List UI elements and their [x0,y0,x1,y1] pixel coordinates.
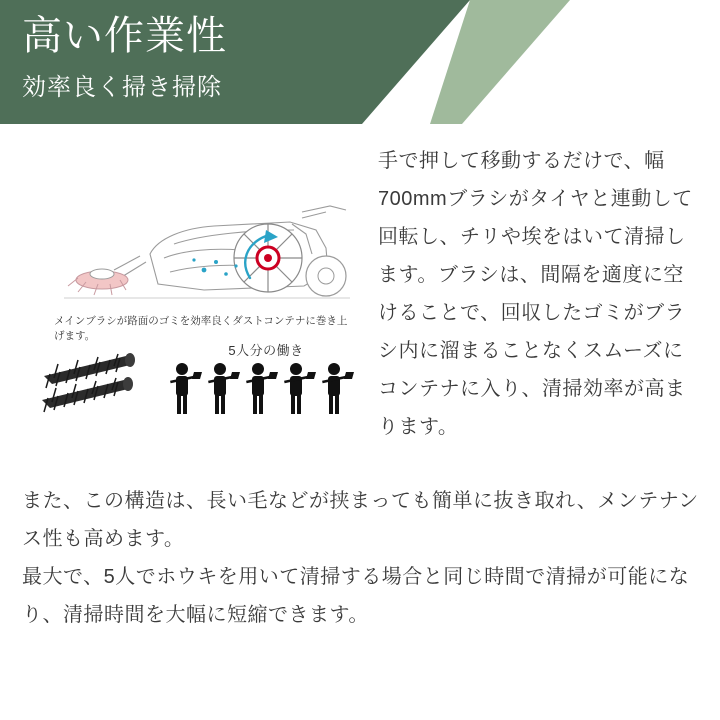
sweeper-diagram [54,200,354,317]
body-text [22,482,700,634]
lead-paragraph: 手で押して移動するだけで、幅700mmブラシがタイヤと連動して回転し、チリや埃をはいて清掃します。ブラシは、間隔を適度に空けることで、回収したゴミがブラシ内に溜まることなくスムーズにコンテナに入り、清掃効率が高まります。 [378,150,693,438]
illustration-caption: メインブラシが路面のゴミを効率良くダストコンテナに巻き上げます。 [54,315,348,342]
people-equivalent-label: 5人分の働き [228,343,304,358]
body-paragraph-2: 最大で、5人でホウキを用いて清掃する場合と同じ時間で清掃が可能になり、清掃時間を大幅に短縮できます。 [22,566,690,626]
people-pictogram-row [166,362,366,416]
header-banner [0,0,720,124]
page-title: 高い作業性 [22,14,227,58]
illustration-block [26,200,356,440]
page-subtitle: 効率良く掃き掃除 [22,74,222,101]
body-paragraph-1: また、この構造は、長い毛などが挟まっても簡単に抜き取れ、メンテナンス性も高めます。 [22,490,699,550]
brush-photo [34,348,146,420]
